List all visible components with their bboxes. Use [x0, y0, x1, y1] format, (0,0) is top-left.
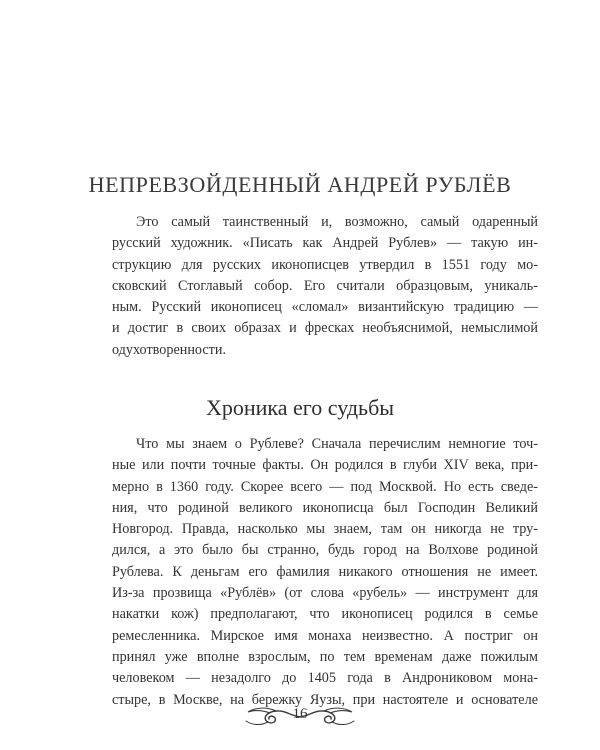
- text-line: стыре, в Москве, на бережку Яузы, при настоятеле и основателе: [112, 691, 538, 708]
- page-number: 16: [292, 706, 308, 722]
- section-title: Хроника его судьбы: [205, 395, 395, 420]
- text-line: Это самый таинственный и, возможно, самый одаренный: [136, 214, 538, 230]
- text-line: мерно в 1360 году. Скорее всего — под Москвой. Но есть сведе-: [112, 478, 538, 495]
- chronicle-paragraph: [112, 434, 538, 711]
- text-line: ным. Русский иконописец «сломал» византийскую традицию —: [112, 299, 538, 316]
- text-line: дился, а это было бы странно, будь город на Волхове родиной: [112, 542, 538, 559]
- intro-paragraph: [112, 212, 538, 361]
- page-footer: [0, 700, 600, 734]
- text-line: человеком — незадолго до 1405 года в Андрониковом мона-: [112, 670, 538, 687]
- text-line: струкцию для русских иконописцев утвердил в 1551 году мо-: [112, 256, 538, 273]
- text-line: русский художник. «Писать как Андрей Рублев» — такую ин-: [112, 235, 538, 252]
- text-line: принял уже вполне взрослым, по тем временам даже пожилым: [112, 648, 538, 665]
- text-line: Рублева. К деньгам его фамилия никакого отношения не имеет.: [112, 563, 538, 580]
- text-line: Из-за прозвища «Рублёв» (от слова «рубель» — инструмент для: [112, 585, 538, 602]
- chapter-title: НЕПРЕВЗОЙДЕННЫЙ АНДРЕЙ РУБЛЁВ: [88, 172, 512, 197]
- text-line: сковский Стоглавый собор. Его считали образцовым, уникаль-: [112, 277, 538, 294]
- text-line: ные или почти точные факты. Он родился в глуби XIV века, при-: [112, 457, 538, 474]
- flourish-right-icon: [296, 704, 358, 730]
- text-line: накатки кож) предполагают, что иконописец родился в семье: [112, 606, 538, 623]
- text-line: Новгород. Правда, насколько мы знаем, там он никогда не тру-: [112, 521, 538, 538]
- text-line: Что мы знаем о Рублеве? Сначала перечислим немногие точ-: [136, 436, 538, 452]
- text-line: одухотворенности.: [112, 341, 227, 358]
- text-line: ремесленника. Мирское имя монаха неизвестно. А постриг он: [112, 627, 538, 644]
- text-line: и достиг в своих образах и фресках необъяснимой, немыслимой: [112, 320, 538, 337]
- text-line: ния, что родиной великого иконописца был Господин Великий: [112, 499, 538, 516]
